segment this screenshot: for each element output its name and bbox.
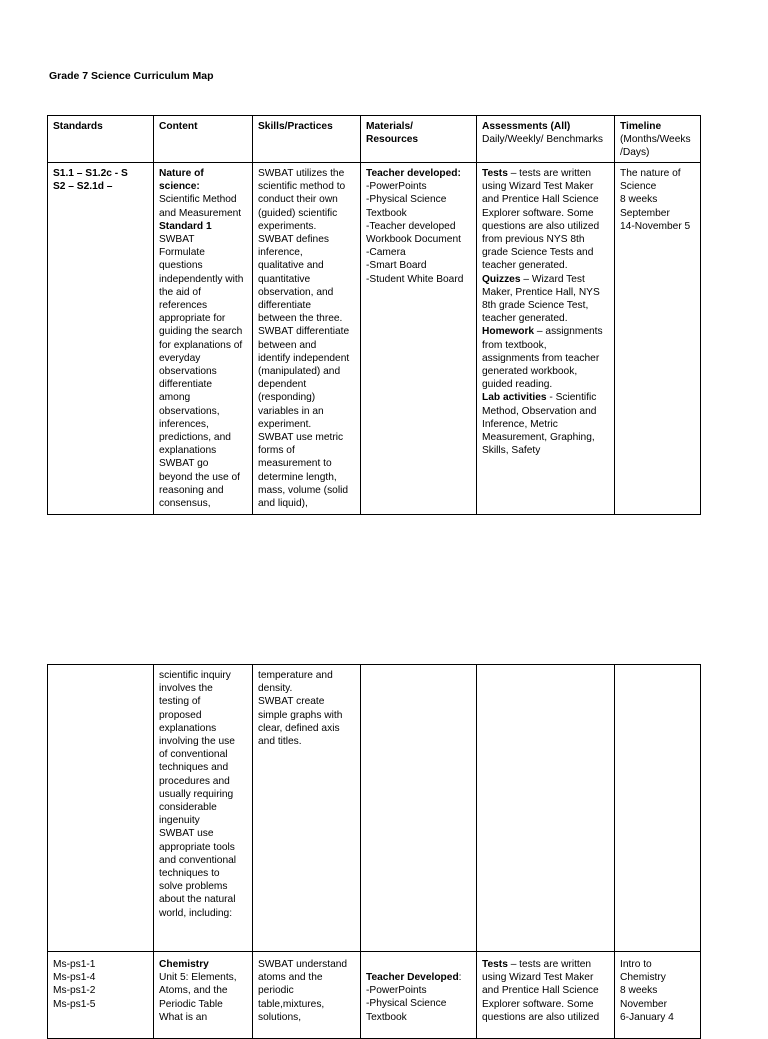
header-timeline: Timeline (Months/Weeks /Days) xyxy=(615,116,701,163)
header-assessments: Assessments (All) Daily/Weekly/ Benchmarks xyxy=(477,116,615,163)
page-title: Grade 7 Science Curriculum Map xyxy=(49,70,214,82)
cell-materials xyxy=(361,665,477,952)
cell-standards xyxy=(48,665,154,952)
table-header-row xyxy=(48,116,701,163)
cell-timeline: The nature of Science 8 weeks September 14-November 5 xyxy=(615,163,701,515)
table-row xyxy=(48,163,701,515)
cell-materials: Teacher Developed: -PowerPoints -Physical Science Textbook xyxy=(361,952,477,1039)
cell-skills: temperature and density. SWBAT create simple graphs with clear, defined axis and titles. xyxy=(253,665,361,952)
header-materials: Materials/ Resources xyxy=(361,116,477,163)
curriculum-table-page-2 xyxy=(47,664,701,1039)
cell-skills: SWBAT understand atoms and the periodic table,mixtures, solutions, xyxy=(253,952,361,1039)
table-row xyxy=(48,665,701,952)
cell-content: Chemistry Unit 5: Elements, Atoms, and the Periodic Table What is an xyxy=(154,952,253,1039)
cell-materials: Teacher developed: -PowerPoints -Physical Science Textbook -Teacher developed Workbook Document -Camera -Smart Board -Student White Board xyxy=(361,163,477,515)
cell-assessments xyxy=(477,665,615,952)
cell-skills: SWBAT utilizes the scientific method to conduct their own (guided) scientific experiments. SWBAT defines inference, qualitative and quantitative observation, and differentiate between the three. SWBAT differentiate between and identify independent (manipulated) and dependent (responding) variables in an experiment. SWBAT use metric forms of measurement to determine length, mass, volume (solid and liquid), xyxy=(253,163,361,515)
cell-timeline xyxy=(615,665,701,952)
curriculum-table-page-1 xyxy=(47,115,701,515)
cell-standards: Ms-ps1-1 Ms-ps1-4 Ms-ps1-2 Ms-ps1-5 xyxy=(48,952,154,1039)
header-standards: Standards xyxy=(48,116,154,163)
cell-timeline: Intro to Chemistry 8 weeks November 6-January 4 xyxy=(615,952,701,1039)
cell-content: Nature of science: Scientific Method and Measurement Standard 1 SWBAT Formulate questions independently with the aid of references appropriate for guiding the search for explanations of everyday observations differentiate among observations, inferences, predictions, and explanations SWBAT go beyond the use of reasoning and consensus, xyxy=(154,163,253,515)
table-row xyxy=(48,952,701,1039)
cell-standards: S1.1 – S1.2c - S S2 – S2.1d – xyxy=(48,163,154,515)
cell-content: scientific inquiry involves the testing of proposed explanations involving the use of conventional techniques and procedures and usually requiring considerable ingenuity SWBAT use appropriate tools and conventional techniques to solve problems about the natural world, including: xyxy=(154,665,253,952)
header-content: Content xyxy=(154,116,253,163)
header-skills: Skills/Practices xyxy=(253,116,361,163)
cell-assessments: Tests – tests are written using Wizard Test Maker and Prentice Hall Science Explorer software. Some questions are also utilized from previous NYS 8th grade Science Tests and teacher generated. Quizzes – Wizard Test Maker, Prentice Hall, NYS 8th grade Science Test, teacher generated. Homework – assignments from textbook, assignments from teacher generated workbook, guided reading. Lab activities - Scientific Method, Observation and Inference, Metric Measurement, Graphing, Skills, Safety xyxy=(477,163,615,515)
cell-assessments: Tests – tests are written using Wizard Test Maker and Prentice Hall Science Explorer software. Some questions are also utilized xyxy=(477,952,615,1039)
